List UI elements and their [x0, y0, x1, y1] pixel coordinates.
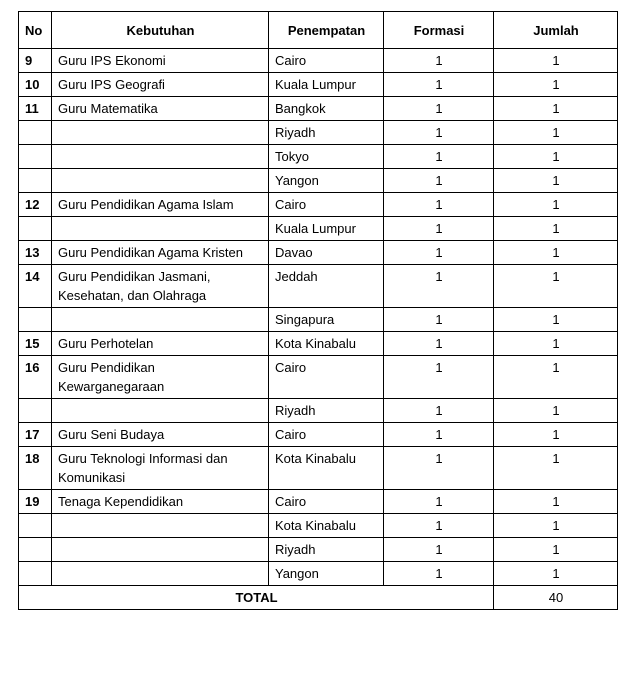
row-no — [19, 145, 52, 169]
row-formasi: 1 — [384, 241, 494, 265]
row-formasi: 1 — [384, 49, 494, 73]
total-value: 40 — [494, 586, 618, 610]
row-jumlah: 1 — [494, 241, 618, 265]
row-no: 16 — [19, 356, 52, 399]
row-penempatan: Cairo — [269, 49, 384, 73]
row-jumlah: 1 — [494, 145, 618, 169]
header-formasi: Formasi — [384, 12, 494, 49]
row-kebutuhan: Guru Pendidikan Agama Kristen — [52, 241, 269, 265]
row-kebutuhan: Guru Pendidikan Agama Islam — [52, 193, 269, 217]
row-kebutuhan: Guru Seni Budaya — [52, 423, 269, 447]
row-kebutuhan: Guru Matematika — [52, 97, 269, 121]
row-kebutuhan — [52, 514, 269, 538]
row-penempatan: Kuala Lumpur — [269, 217, 384, 241]
row-formasi: 1 — [384, 538, 494, 562]
row-no: 17 — [19, 423, 52, 447]
row-kebutuhan — [52, 399, 269, 423]
row-penempatan: Cairo — [269, 490, 384, 514]
row-jumlah: 1 — [494, 97, 618, 121]
row-no: 14 — [19, 265, 52, 308]
row-formasi: 1 — [384, 265, 494, 308]
table-row — [19, 193, 618, 217]
placement-table — [18, 11, 618, 610]
row-penempatan: Cairo — [269, 356, 384, 399]
row-no — [19, 169, 52, 193]
row-penempatan: Yangon — [269, 562, 384, 586]
row-kebutuhan — [52, 121, 269, 145]
row-penempatan: Davao — [269, 241, 384, 265]
row-penempatan: Tokyo — [269, 145, 384, 169]
row-penempatan: Kota Kinabalu — [269, 332, 384, 356]
row-no: 9 — [19, 49, 52, 73]
row-no: 18 — [19, 447, 52, 490]
table-row — [19, 423, 618, 447]
header-jumlah: Jumlah — [494, 12, 618, 49]
row-jumlah: 1 — [494, 399, 618, 423]
row-penempatan: Kuala Lumpur — [269, 73, 384, 97]
row-formasi: 1 — [384, 308, 494, 332]
row-kebutuhan — [52, 169, 269, 193]
row-no: 13 — [19, 241, 52, 265]
row-no — [19, 121, 52, 145]
row-jumlah: 1 — [494, 121, 618, 145]
row-kebutuhan — [52, 562, 269, 586]
row-jumlah: 1 — [494, 538, 618, 562]
row-no — [19, 562, 52, 586]
row-kebutuhan: Tenaga Kependidikan — [52, 490, 269, 514]
row-no: 12 — [19, 193, 52, 217]
row-formasi: 1 — [384, 490, 494, 514]
row-penempatan: Riyadh — [269, 399, 384, 423]
row-penempatan: Riyadh — [269, 121, 384, 145]
row-kebutuhan — [52, 217, 269, 241]
total-label: TOTAL — [19, 586, 494, 610]
row-jumlah: 1 — [494, 73, 618, 97]
table-row — [19, 356, 618, 399]
table-row — [19, 308, 618, 332]
row-no — [19, 308, 52, 332]
table-row — [19, 399, 618, 423]
header-no: No — [19, 12, 52, 49]
row-kebutuhan: Guru Pendidikan Kewarganegaraan — [52, 356, 269, 399]
row-no — [19, 538, 52, 562]
row-no — [19, 514, 52, 538]
row-jumlah: 1 — [494, 217, 618, 241]
row-formasi: 1 — [384, 332, 494, 356]
row-no — [19, 217, 52, 241]
table-row — [19, 562, 618, 586]
table-row — [19, 97, 618, 121]
row-penempatan: Kota Kinabalu — [269, 447, 384, 490]
row-penempatan: Bangkok — [269, 97, 384, 121]
row-kebutuhan — [52, 538, 269, 562]
row-jumlah: 1 — [494, 356, 618, 399]
row-jumlah: 1 — [494, 193, 618, 217]
row-kebutuhan: Guru IPS Geografi — [52, 73, 269, 97]
row-no — [19, 399, 52, 423]
row-formasi: 1 — [384, 121, 494, 145]
header-row — [19, 12, 618, 49]
row-kebutuhan — [52, 145, 269, 169]
row-jumlah: 1 — [494, 423, 618, 447]
table-row — [19, 73, 618, 97]
row-penempatan: Cairo — [269, 193, 384, 217]
table-row — [19, 514, 618, 538]
row-jumlah: 1 — [494, 169, 618, 193]
row-jumlah: 1 — [494, 332, 618, 356]
row-formasi: 1 — [384, 356, 494, 399]
row-penempatan: Jeddah — [269, 265, 384, 308]
table-row — [19, 332, 618, 356]
row-penempatan: Yangon — [269, 169, 384, 193]
header-penempatan: Penempatan — [269, 12, 384, 49]
total-row — [19, 586, 618, 610]
row-formasi: 1 — [384, 97, 494, 121]
row-penempatan: Riyadh — [269, 538, 384, 562]
table-row — [19, 121, 618, 145]
row-kebutuhan: Guru Perhotelan — [52, 332, 269, 356]
row-formasi: 1 — [384, 423, 494, 447]
row-formasi: 1 — [384, 399, 494, 423]
row-jumlah: 1 — [494, 514, 618, 538]
row-penempatan: Cairo — [269, 423, 384, 447]
row-formasi: 1 — [384, 169, 494, 193]
table-row — [19, 217, 618, 241]
table-row — [19, 447, 618, 490]
table-row — [19, 490, 618, 514]
table-row — [19, 538, 618, 562]
row-formasi: 1 — [384, 562, 494, 586]
table-body — [19, 49, 618, 586]
table-row — [19, 145, 618, 169]
row-penempatan: Kota Kinabalu — [269, 514, 384, 538]
row-jumlah: 1 — [494, 308, 618, 332]
row-formasi: 1 — [384, 73, 494, 97]
row-jumlah: 1 — [494, 265, 618, 308]
row-formasi: 1 — [384, 514, 494, 538]
row-no: 15 — [19, 332, 52, 356]
row-formasi: 1 — [384, 447, 494, 490]
row-jumlah: 1 — [494, 447, 618, 490]
table-row — [19, 241, 618, 265]
row-jumlah: 1 — [494, 490, 618, 514]
row-kebutuhan: Guru IPS Ekonomi — [52, 49, 269, 73]
row-no: 11 — [19, 97, 52, 121]
row-no: 19 — [19, 490, 52, 514]
row-kebutuhan: Guru Pendidikan Jasmani, Kesehatan, dan Olahraga — [52, 265, 269, 308]
row-formasi: 1 — [384, 217, 494, 241]
row-formasi: 1 — [384, 193, 494, 217]
header-kebutuhan: Kebutuhan — [52, 12, 269, 49]
row-no: 10 — [19, 73, 52, 97]
row-jumlah: 1 — [494, 49, 618, 73]
row-kebutuhan — [52, 308, 269, 332]
row-kebutuhan: Guru Teknologi Informasi dan Komunikasi — [52, 447, 269, 490]
table-row — [19, 169, 618, 193]
table-row — [19, 265, 618, 308]
row-jumlah: 1 — [494, 562, 618, 586]
table-row — [19, 49, 618, 73]
row-formasi: 1 — [384, 145, 494, 169]
row-penempatan: Singapura — [269, 308, 384, 332]
